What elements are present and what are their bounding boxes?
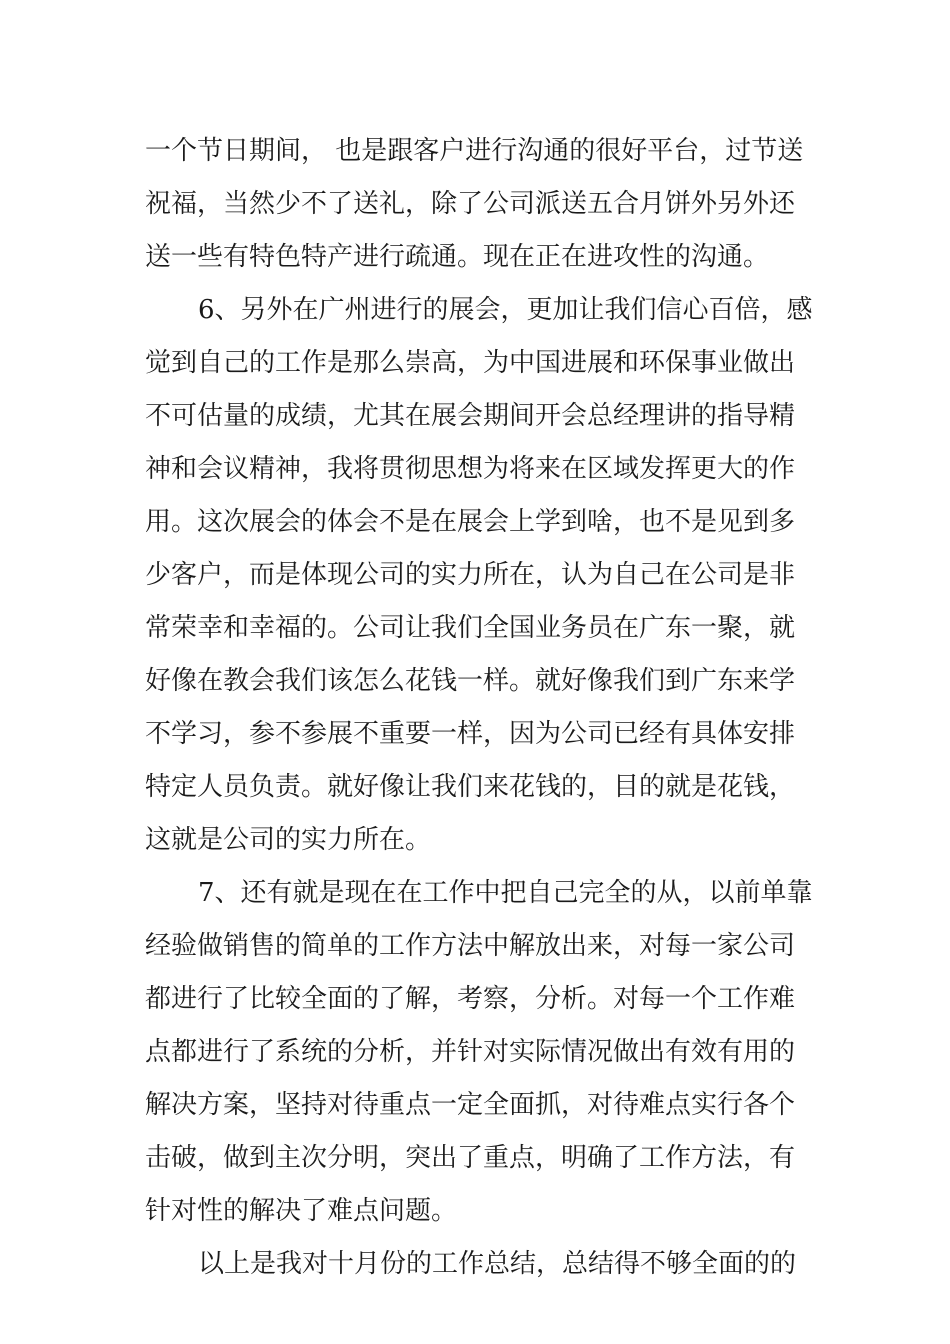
text-line: 常荣幸和幸福的。公司让我们全国业务员在广东一聚，就 — [145, 613, 796, 643]
text-line: 点都进行了系统的分析，并针对实际情况做出有效有用的 — [145, 1037, 796, 1067]
text-line: 少客户，而是体现公司的实力所在，认为自己在公司是非 — [145, 560, 796, 590]
text-line: 神和会议精神，我将贯彻思想为将来在区域发挥更大的作 — [145, 454, 796, 484]
text-line: 不学习，参不参展不重要一样，因为公司已经有具体安排 — [145, 719, 796, 749]
paragraph-7-first-line: 7、还有就是现在在工作中把自己完全的从，以前单靠 — [198, 878, 813, 908]
paragraph-6-first-line: 6、另外在广州进行的展会，更加让我们信心百倍，感 — [198, 295, 813, 325]
summary-paragraph-first-line: 以上是我对十月份的工作总结，总结得不够全面的的 — [198, 1249, 797, 1279]
text-line: 一个节日期间， 也是跟客户进行沟通的很好平台，过节送 — [145, 136, 804, 166]
text-line: 经验做销售的简单的工作方法中解放出来，对每一家公司 — [145, 931, 796, 961]
text-line: 特定人员负责。就好像让我们来花钱的，目的就是花钱， — [145, 772, 796, 802]
text-line: 击破，做到主次分明，突出了重点，明确了工作方法，有 — [145, 1143, 796, 1173]
text-line: 送一些有特色特产进行疏通。现在正在进攻性的沟通。 — [145, 242, 770, 272]
text-line: 用。这次展会的体会不是在展会上学到啥，也不是见到多 — [145, 507, 796, 537]
text-line: 不可估量的成绩，尤其在展会期间开会总经理讲的指导精 — [145, 401, 796, 431]
text-line: 好像在教会我们该怎么花钱一样。就好像我们到广东来学 — [145, 666, 796, 696]
text-line: 都进行了比较全面的了解，考察，分析。对每一个工作难 — [145, 984, 796, 1014]
text-line: 解决方案，坚持对待重点一定全面抓，对待难点实行各个 — [145, 1090, 796, 1120]
text-line: 针对性的解决了难点问题。 — [145, 1196, 458, 1226]
text-line: 这就是公司的实力所在。 — [145, 825, 432, 855]
text-line: 祝福，当然少不了送礼，除了公司派送五合月饼外另外还 — [145, 189, 796, 219]
text-line: 觉到自己的工作是那么崇高，为中国进展和环保事业做出 — [145, 348, 796, 378]
